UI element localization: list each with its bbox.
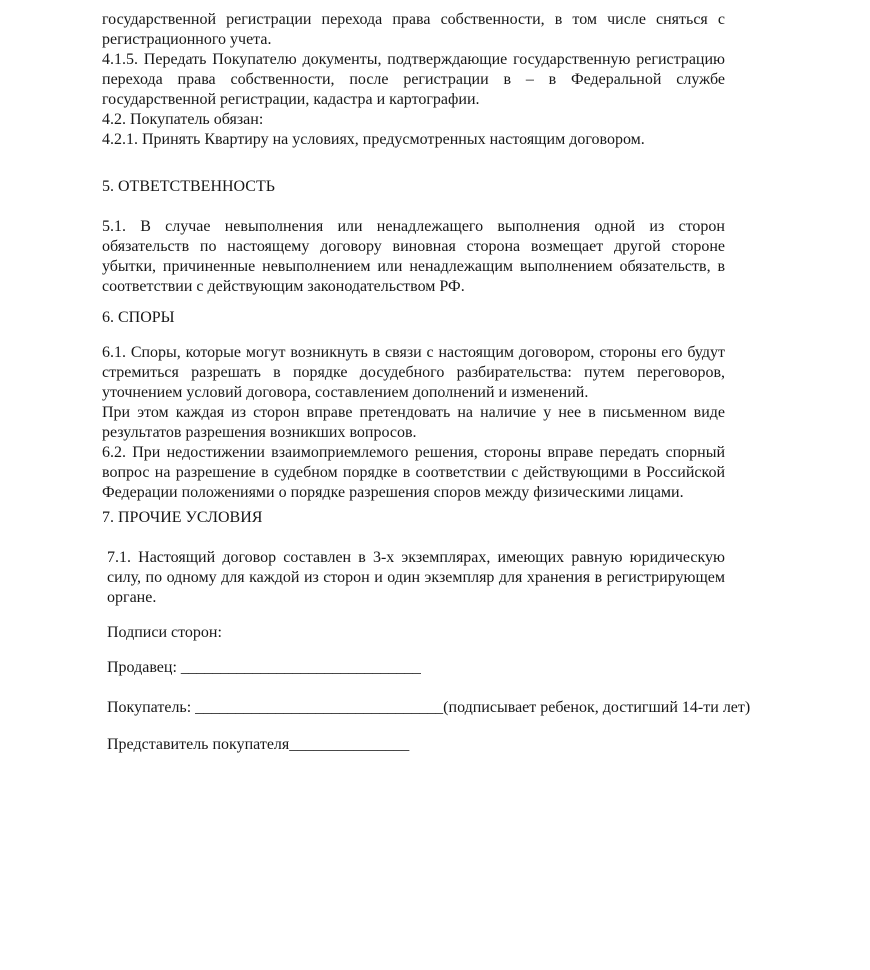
text-line: Продавец: ______________________________ [107, 659, 421, 676]
text-line: убытки, причиненные невыполнением или ненадлежащим выполнением обязательств, в [102, 258, 725, 275]
text-line: государственной регистрации перехода права собственности, в том числе сняться с [102, 11, 725, 28]
heading-section-7-other-terms [102, 508, 725, 528]
text-line: соответствии с действующим законодательством РФ. [102, 278, 465, 295]
heading-section-6-disputes [102, 308, 725, 328]
text-line: 6.2. При недостижении взаимоприемлемого решения, стороны вправе передать спорный [102, 444, 725, 461]
text-line: государственной регистрации, кадастра и картографии. [102, 91, 480, 108]
signature-buyer [102, 698, 751, 718]
text-line: 4.1.5. Передать Покупателю документы, подтверждающие государственную регистрацию [102, 51, 725, 68]
text-line: стремиться разрешать в порядке досудебного разбирательства: путем переговоров, [102, 364, 725, 381]
text-line: Представитель покупателя_______________ [107, 736, 410, 753]
clause-4-1-4-continuation [102, 10, 725, 50]
clause-6-1-note [102, 403, 725, 443]
section-heading-text: 7. ПРОЧИЕ УСЛОВИЯ [102, 509, 263, 526]
text-line: результатов разрешения возникших вопросов. [102, 424, 417, 441]
text-line: вопрос на разрешение в судебном порядке в соответствии с действующими в Российской [102, 464, 725, 481]
clause-5-1 [102, 217, 725, 297]
signature-buyer-representative [102, 735, 725, 755]
text-line: При этом каждая из сторон вправе претендовать на наличие у нее в письменном виде [102, 404, 725, 421]
clause-4-1-5 [102, 50, 725, 110]
clause-6-2 [102, 443, 725, 503]
text-line: 4.2.1. Принять Квартиру на условиях, предусмотренных настоящим договором. [102, 131, 645, 148]
clause-4-2 [102, 110, 725, 130]
text-line: 6.1. Споры, которые могут возникнуть в связи с настоящим договором, стороны его будут [102, 344, 725, 361]
text-line: 7.1. Настоящий договор составлен в 3-х экземплярах, имеющих равную юридическую [107, 549, 725, 566]
text-line: 4.2. Покупатель обязан: [102, 111, 264, 128]
text-line: перехода права собственности, после регистрации в – в Федеральной службе [102, 71, 725, 88]
text-line: регистрационного учета. [102, 31, 272, 48]
clause-4-2-1 [102, 130, 725, 150]
signatures-caption [102, 623, 725, 643]
text-line: уточнением условий договора, составлением дополнений и изменений. [102, 384, 589, 401]
text-line: силу, по одному для каждой из сторон и один экземпляр для хранения в регистрирующем [107, 569, 725, 586]
section-heading-text: 5. ОТВЕТСТВЕННОСТЬ [102, 178, 275, 195]
clause-6-1 [102, 343, 725, 403]
clause-7-1 [102, 548, 725, 608]
text-line: органе. [107, 589, 157, 606]
text-line: Покупатель: _______________________________(подписывает ребенок, достигший 14-ти лет) [107, 699, 751, 716]
text-line: Подписи сторон: [107, 624, 222, 641]
section-heading-text: 6. СПОРЫ [102, 309, 175, 326]
signature-seller [102, 658, 725, 678]
heading-section-5-responsibility [102, 177, 725, 197]
text-line: Федерации положениями о порядке разрешения споров между физическими лицами. [102, 484, 684, 501]
text-line: 5.1. В случае невыполнения или ненадлежащего выполнения одной из сторон [102, 218, 725, 235]
text-line: обязательств по настоящему договору виновная сторона возмещает другой стороне [102, 238, 725, 255]
